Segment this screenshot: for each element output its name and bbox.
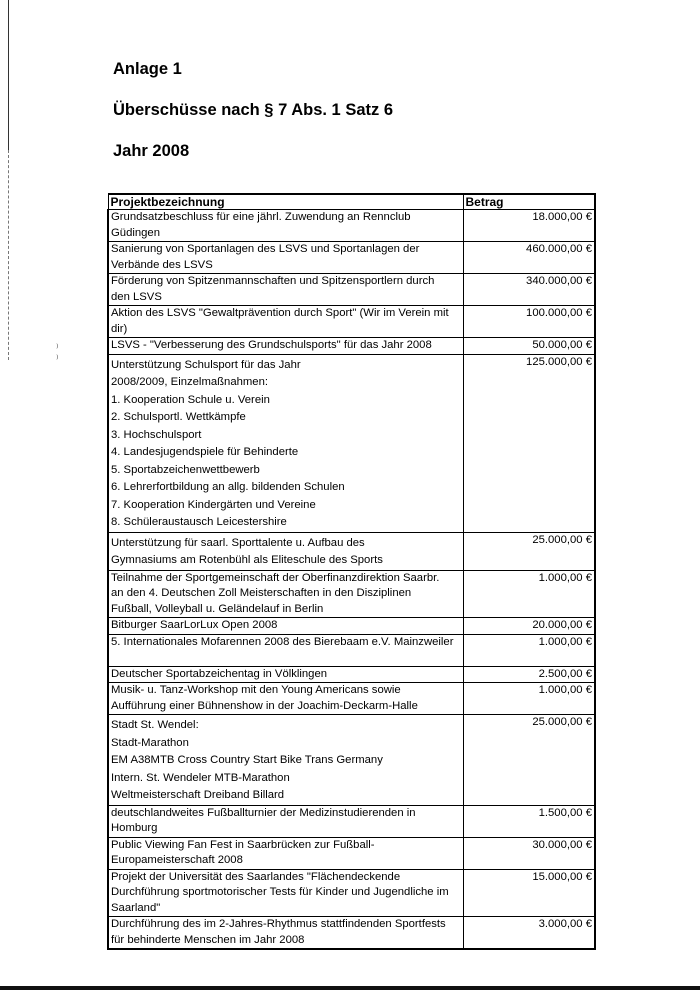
amount-cell: 125.000,00 € (463, 354, 595, 532)
description-line: Europameisterschaft 2008 (111, 854, 243, 866)
amount-cell: 340.000,00 € (463, 274, 595, 306)
project-description (108, 805, 463, 837)
description-line: Sanierung von Sportanlagen des LSVS und Sportanlagen der (111, 243, 420, 255)
description-line: 3. Hochschulsport (111, 428, 202, 441)
description-line: Gymnasiums am Rotenbühl als Eliteschule des Sports (111, 554, 383, 566)
scan-border-line (8, 0, 9, 150)
amount-cell: 25.000,00 € (463, 715, 595, 806)
table-row (108, 242, 595, 274)
project-description (108, 917, 463, 950)
description-line: Grundsatzbeschluss für eine jährl. Zuwendung an Rennclub (111, 211, 411, 223)
description-line: 8. Schüleraustausch Leicestershire (111, 516, 287, 528)
table-row (108, 683, 595, 715)
project-description (108, 338, 463, 355)
table-row (108, 210, 595, 242)
project-description (108, 274, 463, 306)
description-line: Deutscher Sportabzeichentag in Völklingen (111, 667, 328, 680)
budget-table (107, 193, 596, 950)
project-description (108, 618, 463, 635)
table-row (108, 532, 595, 570)
table-row (108, 274, 595, 306)
amount-cell: 1.500,00 € (463, 805, 595, 837)
description-line: Aktion des LSVS "Gewaltprävention durch Sport" (Wir im Verein mit (111, 307, 449, 319)
description-line: 2008/2009, Einzelmaßnahmen: (111, 376, 269, 388)
table-row (108, 715, 595, 806)
amount-cell: 1.000,00 € (463, 634, 595, 666)
description-line: Durchführung sportmotorischer Tests für Kinder und Jugendliche im (111, 886, 449, 898)
table-row (108, 805, 595, 837)
description-line: Güdingen (111, 226, 160, 239)
document-title: Anlage 1 (113, 60, 182, 78)
table-row (108, 618, 595, 635)
description-line: 1. Kooperation Schule u. Verein (111, 393, 270, 406)
description-line: Saarland" (111, 901, 161, 914)
project-description (108, 532, 463, 570)
document-subtitle: Überschüsse nach § 7 Abs. 1 Satz 6 (113, 101, 394, 119)
project-description (108, 306, 463, 338)
table-row (108, 570, 595, 618)
amount-cell: 100.000,00 € (463, 306, 595, 338)
project-description (108, 354, 463, 532)
project-description (108, 869, 463, 917)
amount-cell: 2.500,00 € (463, 666, 595, 683)
amount-cell: 25.000,00 € (463, 532, 595, 570)
description-line: Musik- u. Tanz-Workshop mit den Young Americans sowie (111, 684, 401, 696)
column-header-description: Projektbezeichnung (108, 194, 463, 210)
scan-bottom-edge (0, 986, 700, 990)
scan-artifact: ⁾ ⁾ (56, 343, 59, 365)
table-row (108, 354, 595, 532)
description-line: an den 4. Deutschen Zoll Meisterschaften in den Disziplinen (111, 587, 412, 599)
project-description (108, 666, 463, 683)
table-header-row (108, 194, 595, 210)
project-description (108, 210, 463, 242)
table-row (108, 917, 595, 950)
description-line: 2. Schulsportl. Wettkämpfe (111, 411, 246, 423)
amount-cell: 20.000,00 € (463, 618, 595, 635)
description-line: deutschlandweites Fußballturnier der Medizinstudierenden in (111, 806, 416, 819)
column-header-amount: Betrag (463, 194, 595, 210)
amount-cell: 50.000,00 € (463, 338, 595, 355)
table-row (108, 837, 595, 869)
table-row (108, 666, 595, 683)
project-description (108, 242, 463, 274)
description-line: Stadt-Marathon (111, 736, 189, 749)
description-line: 4. Landesjugendspiele für Behinderte (111, 446, 299, 458)
description-line: Bitburger SaarLorLux Open 2008 (111, 619, 278, 631)
description-line: Unterstützung für saarl. Sporttalente u. Aufbau des (111, 536, 365, 549)
scan-border-dashes (8, 150, 10, 360)
table-row (108, 306, 595, 338)
project-description (108, 837, 463, 869)
description-line: LSVS - "Verbesserung des Grundschulsports" für das Jahr 2008 (111, 339, 432, 351)
description-line: den LSVS (111, 290, 162, 303)
description-line: Stadt St. Wendel: (111, 719, 199, 731)
table-row (108, 869, 595, 917)
project-description (108, 683, 463, 715)
amount-cell: 15.000,00 € (463, 869, 595, 917)
description-line: Fußball, Volleyball u. Geländelauf in Berlin (111, 602, 324, 615)
description-line: Weltmeisterschaft Dreiband Billard (111, 789, 285, 801)
description-line: Projekt der Universität des Saarlandes "Flächendeckende (111, 870, 401, 883)
project-description (108, 570, 463, 618)
amount-cell: 18.000,00 € (463, 210, 595, 242)
description-line: Public Viewing Fan Fest in Saarbrücken zur Fußball- (111, 838, 375, 851)
description-line: 5. Internationales Mofarennen 2008 des Bierebaam e.V. Mainzweiler (111, 635, 454, 648)
description-line: Verbände des LSVS (111, 258, 213, 271)
description-line: Intern. St. Wendeler MTB-Marathon (111, 771, 290, 784)
amount-cell: 460.000,00 € (463, 242, 595, 274)
description-line: 7. Kooperation Kindergärten und Vereine (111, 498, 316, 511)
description-line: 5. Sportabzeichenwettbewerb (111, 463, 260, 476)
description-line: Teilnahme der Sportgemeinschaft der Oberfinanzdirektion Saarbr. (111, 571, 440, 584)
project-description (108, 715, 463, 806)
description-line: dir) (111, 322, 128, 335)
project-description (108, 634, 463, 666)
amount-cell: 3.000,00 € (463, 917, 595, 950)
description-line: Durchführung des im 2-Jahres-Rhythmus stattfindenden Sportfests (111, 918, 446, 930)
table-row (108, 338, 595, 355)
amount-cell: 1.000,00 € (463, 683, 595, 715)
description-line: Förderung von Spitzenmannschaften und Spitzensportlern durch (111, 275, 435, 287)
description-line: 6. Lehrerfortbildung an allg. bildenden Schulen (111, 481, 345, 493)
amount-cell: 30.000,00 € (463, 837, 595, 869)
description-line: Unterstützung Schulsport für das Jahr (111, 358, 301, 371)
table-row (108, 634, 595, 666)
description-line: EM A38MTB Cross Country Start Bike Trans Germany (111, 754, 383, 766)
description-line: Aufführung einer Bühnenshow in der Joachim-Deckarm-Halle (111, 699, 418, 712)
description-line: für behinderte Menschen im Jahr 2008 (111, 933, 305, 946)
table-body (108, 210, 595, 950)
description-line: Homburg (111, 822, 158, 834)
amount-cell: 1.000,00 € (463, 570, 595, 618)
description-line (111, 650, 461, 666)
document-year: Jahr 2008 (113, 142, 190, 160)
